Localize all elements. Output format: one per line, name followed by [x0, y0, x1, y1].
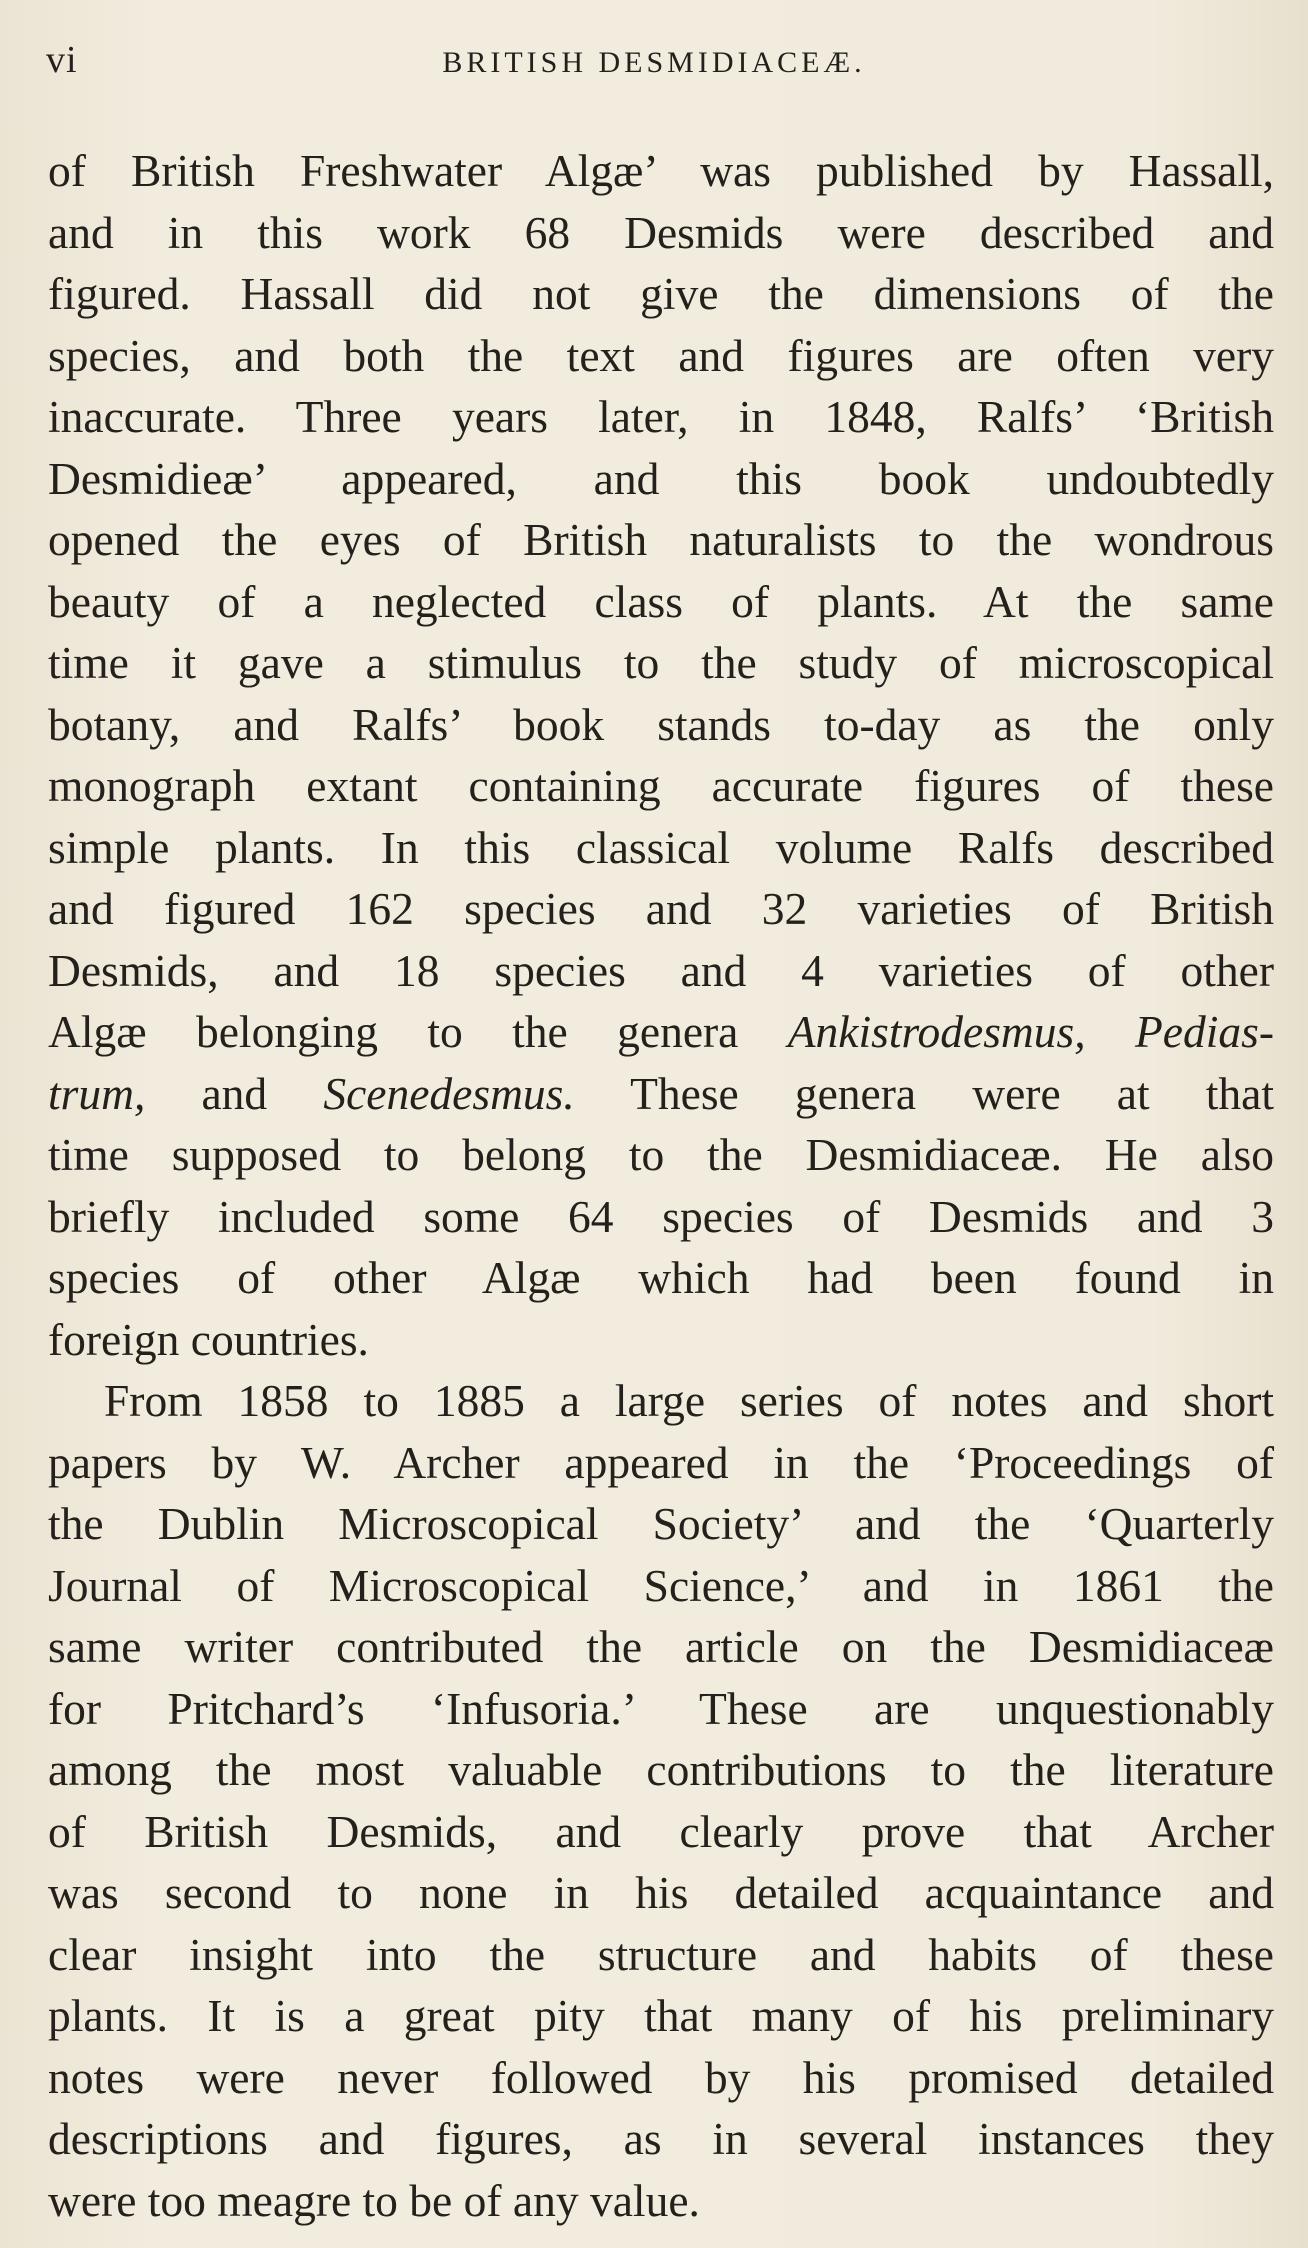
text-line: clear insight into the structure and habits of these — [48, 1928, 1274, 1980]
text-line: opened the eyes of British naturalists to the wondrous — [48, 514, 1274, 565]
text-line: foreign countries. — [48, 1313, 369, 1365]
text-line: of British Freshwater Algæ’ was published by Hassall, — [48, 145, 1274, 196]
text-line: among the most valuable contributions to the literature — [48, 1744, 1274, 1795]
text-line: the Dublin Microscopical Society’ and the ‘Quarterly — [48, 1498, 1274, 1549]
text-line: and figured 162 species and 32 varieties of British — [48, 883, 1274, 934]
genus-name-italic: Ankistrodesmus, — [787, 1006, 1086, 1057]
text-line: was second to none in his detailed acquaintance and — [48, 1867, 1274, 1918]
text-line: papers by W. Archer appeared in the ‘Proceedings of — [48, 1436, 1274, 1488]
running-title: BRITISH DESMIDIACEÆ. — [442, 46, 866, 79]
text-line: same writer contributed the article on the Desmidiaceæ — [48, 1621, 1274, 1672]
text-line: for Pritchard’s ‘Infusoria.’ These are unquestionably — [48, 1682, 1274, 1734]
text-line: time supposed to belong to the Desmidiaceæ. He also — [48, 1129, 1274, 1180]
text-line: species of other Algæ which had been found in — [48, 1252, 1274, 1303]
text-line: botany, and Ralfs’ book stands to-day as the only — [48, 698, 1274, 750]
genus-name-italic: trum, — [48, 1067, 146, 1119]
text-line: were too meagre to be of any value. — [48, 2174, 700, 2226]
genus-name-italic: Pedias- — [1135, 1006, 1275, 1057]
text-segment — [1086, 1006, 1135, 1057]
text-segment: Algæ belonging to the genera — [48, 1006, 788, 1057]
text-line: time it gave a stimulus to the study of microscopical — [48, 637, 1274, 688]
text-line: Desmids, and 18 species and 4 varieties of other — [48, 944, 1274, 996]
page-header — [0, 38, 1308, 98]
text-line: monograph extant containing accurate figures of these — [48, 760, 1274, 811]
text-line: simple plants. In this classical volume Ralfs described — [48, 821, 1274, 873]
text-line: plants. It is a great pity that many of his preliminary — [48, 1990, 1274, 2041]
text-line: From 1858 to 1885 a large series of notes and short — [104, 1375, 1274, 1426]
text-segment: These genera were at that — [574, 1067, 1274, 1119]
text-line: beauty of a neglected class of plants. At the same — [48, 575, 1274, 627]
paragraph-1 — [48, 140, 1274, 1370]
text-line: briefly included some 64 species of Desmids and 3 — [48, 1190, 1274, 1242]
text-line: Desmidieæ’ appeared, and this book undoubtedly — [48, 452, 1274, 504]
text-line: species, and both the text and figures are often very — [48, 329, 1274, 381]
text-line: and in this work 68 Desmids were described and — [48, 206, 1274, 258]
text-line-with-genera — [48, 1063, 1274, 1125]
text-line: inaccurate. Three years later, in 1848, Ralfs’ ‘British — [48, 391, 1274, 442]
body-text — [48, 140, 1274, 2231]
text-line: Journal of Microscopical Science,’ and in 1861 the — [48, 1559, 1274, 1611]
text-line: descriptions and figures, as in several instances they — [48, 2113, 1274, 2164]
genus-name-italic: Scenedesmus. — [323, 1067, 575, 1119]
text-line: of British Desmids, and clearly prove that Archer — [48, 1805, 1274, 1857]
text-line: figured. Hassall did not give the dimensions of the — [48, 268, 1274, 319]
text-line-with-genera — [48, 1001, 1274, 1063]
page-number: vi — [46, 39, 78, 81]
text-segment: and — [145, 1067, 324, 1119]
text-line: notes were never followed by his promised detailed — [48, 2051, 1274, 2103]
paragraph-2 — [48, 1370, 1274, 2231]
